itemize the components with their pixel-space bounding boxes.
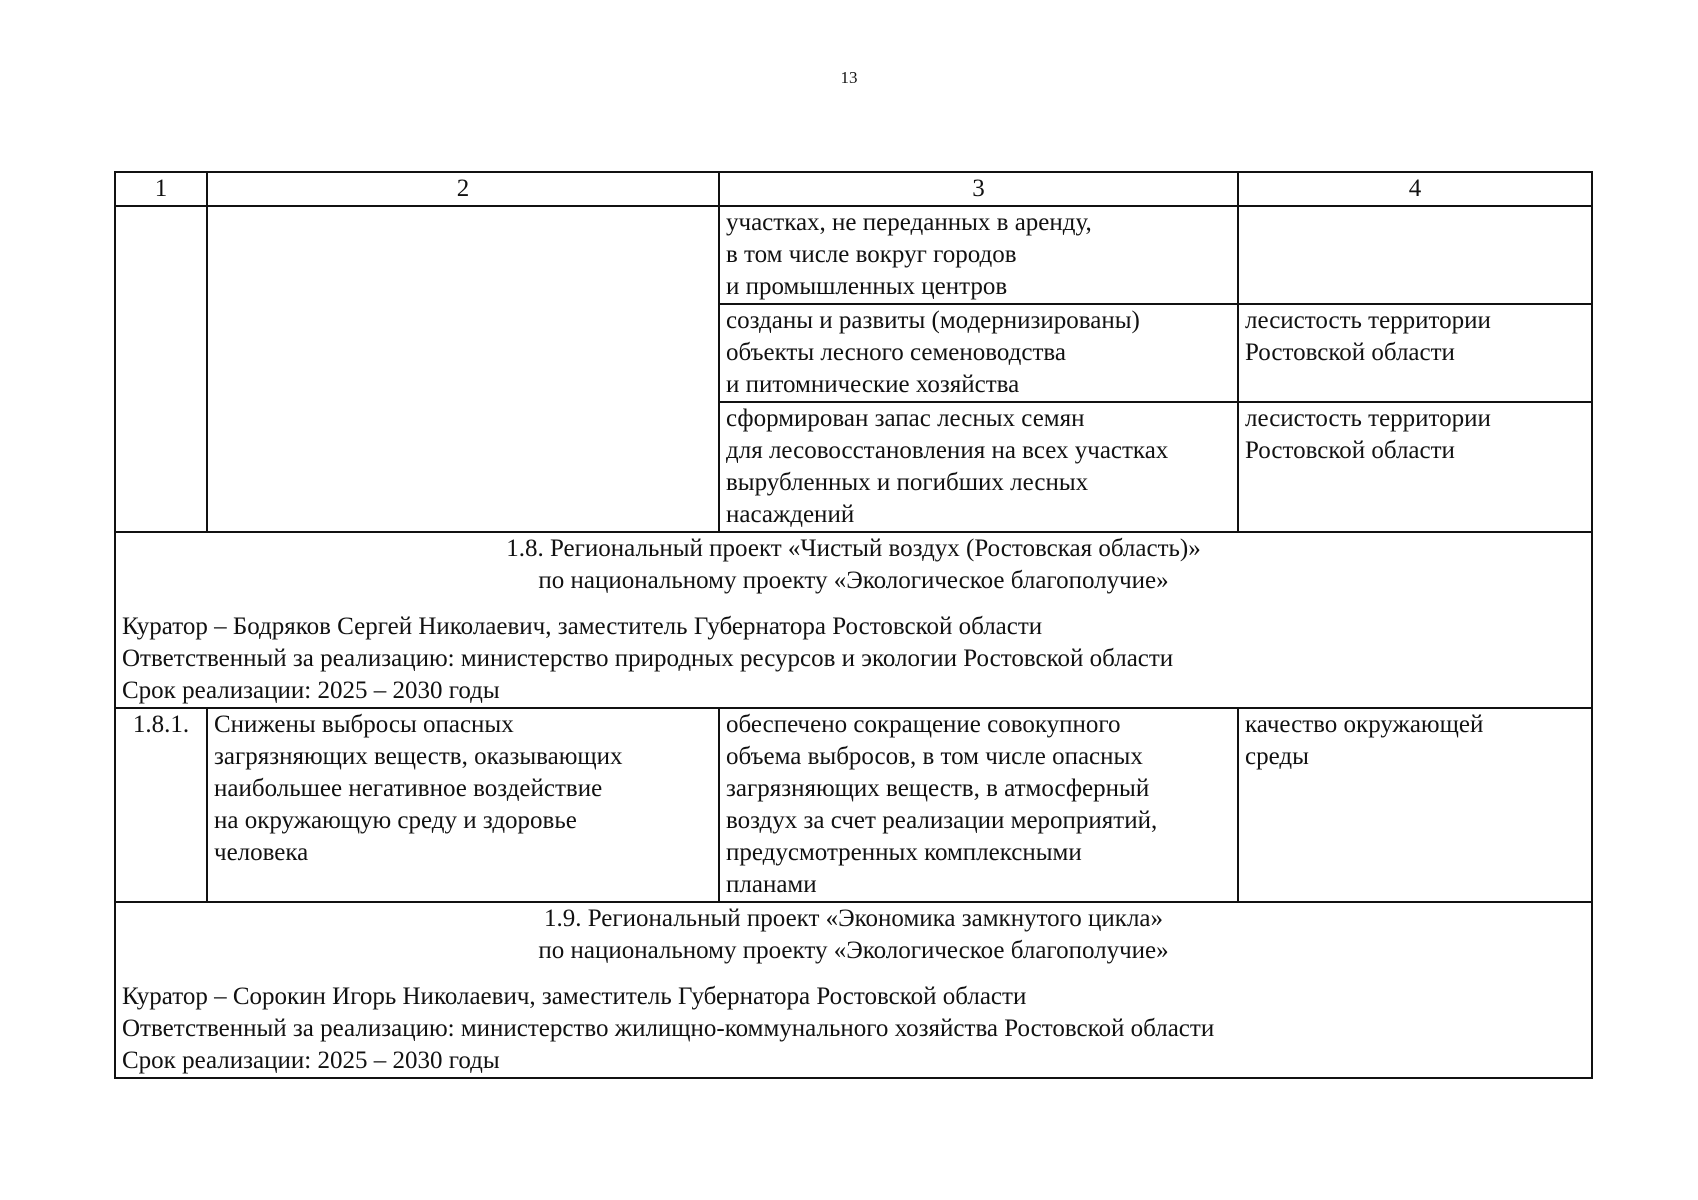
section-1-8-header: [115, 532, 1592, 708]
row-number: 1.8.1.: [115, 708, 207, 902]
text-line: на окружающую среду и здоровье: [214, 807, 577, 834]
indicator-cell: [1238, 206, 1592, 304]
indicator-cell: [1238, 304, 1592, 402]
text-line: человека: [214, 839, 309, 866]
header-col-4: 4: [1238, 172, 1592, 206]
result-cell: [719, 206, 1238, 304]
page-number: 13: [840, 68, 858, 87]
section-responsible: Ответственный за реализацию: министерство природных ресурсов и экологии Ростовской области: [122, 645, 1174, 672]
empty-cell: [207, 206, 719, 532]
section-period: Срок реализации: 2025 – 2030 годы: [122, 1047, 500, 1074]
section-responsible: Ответственный за реализацию: министерство жилищно-коммунального хозяйства Ростовской области: [122, 1015, 1215, 1042]
text-line: и питомнические хозяйства: [726, 371, 1020, 398]
text-line: лесистость территории: [1245, 307, 1491, 334]
header-col-1: 1: [115, 172, 207, 206]
measures-table: [114, 171, 1593, 1079]
text-line: для лесовосстановления на всех участках: [726, 437, 1169, 464]
text-line: планами: [726, 871, 817, 898]
indicator-cell: [1238, 402, 1592, 532]
section-curator: Куратор – Бодряков Сергей Николаевич, заместитель Губернатора Ростовской области: [122, 613, 1043, 640]
result-cell: [719, 402, 1238, 532]
table-row: [115, 708, 1592, 902]
text-line: качество окружающей: [1245, 711, 1484, 738]
section-curator: Куратор – Сорокин Игорь Николаевич, заместитель Губернатора Ростовской области: [122, 983, 1027, 1010]
header-col-3: 3: [719, 172, 1238, 206]
header-col-2: 2: [207, 172, 719, 206]
text-line: Ростовской области: [1245, 437, 1455, 464]
section-title-line: по национальному проекту «Экологическое благополучие»: [538, 567, 1169, 594]
section-1-9-header: [115, 902, 1592, 1078]
section-period: Срок реализации: 2025 – 2030 годы: [122, 677, 500, 704]
empty-cell: [115, 206, 207, 532]
table-row: [115, 206, 1592, 304]
text-line: сформирован запас лесных семян: [726, 405, 1085, 432]
table-header-row: [115, 172, 1592, 206]
result-cell: [719, 304, 1238, 402]
text-line: и промышленных центров: [726, 273, 1008, 300]
section-row: [115, 902, 1592, 1078]
text-line: Снижены выбросы опасных: [214, 711, 514, 738]
text-line: созданы и развиты (модернизированы): [726, 307, 1140, 334]
indicator-cell: [1238, 708, 1592, 902]
text-line: участках, не переданных в аренду,: [726, 209, 1092, 236]
section-title-line: 1.8. Региональный проект «Чистый воздух (Ростовская область)»: [506, 535, 1201, 562]
section-title-line: 1.9. Региональный проект «Экономика замкнутого цикла»: [543, 905, 1164, 932]
text-line: объекты лесного семеноводства: [726, 339, 1066, 366]
text-line: вырубленных и погибших лесных: [726, 469, 1089, 496]
text-line: предусмотренных комплексными: [726, 839, 1082, 866]
text-line: обеспечено сокращение совокупного: [726, 711, 1121, 738]
section-info: [122, 611, 1585, 707]
section-row: [115, 532, 1592, 708]
text-line: среды: [1245, 743, 1309, 770]
section-info: [122, 981, 1585, 1077]
text-line: наибольшее негативное воздействие: [214, 775, 603, 802]
task-cell: [207, 708, 719, 902]
result-cell: [719, 708, 1238, 902]
section-title: [122, 903, 1585, 967]
text-line: загрязняющих веществ, в атмосферный: [726, 775, 1150, 802]
section-title-line: по национальному проекту «Экологическое благополучие»: [538, 937, 1169, 964]
text-line: воздух за счет реализации мероприятий,: [726, 807, 1158, 834]
text-line: загрязняющих веществ, оказывающих: [214, 743, 623, 770]
text-line: в том числе вокруг городов: [726, 241, 1017, 268]
section-title: [122, 533, 1585, 597]
text-line: объема выбросов, в том числе опасных: [726, 743, 1143, 770]
text-line: лесистость территории: [1245, 405, 1491, 432]
text-line: Ростовской области: [1245, 339, 1455, 366]
text-line: насаждений: [726, 501, 855, 528]
